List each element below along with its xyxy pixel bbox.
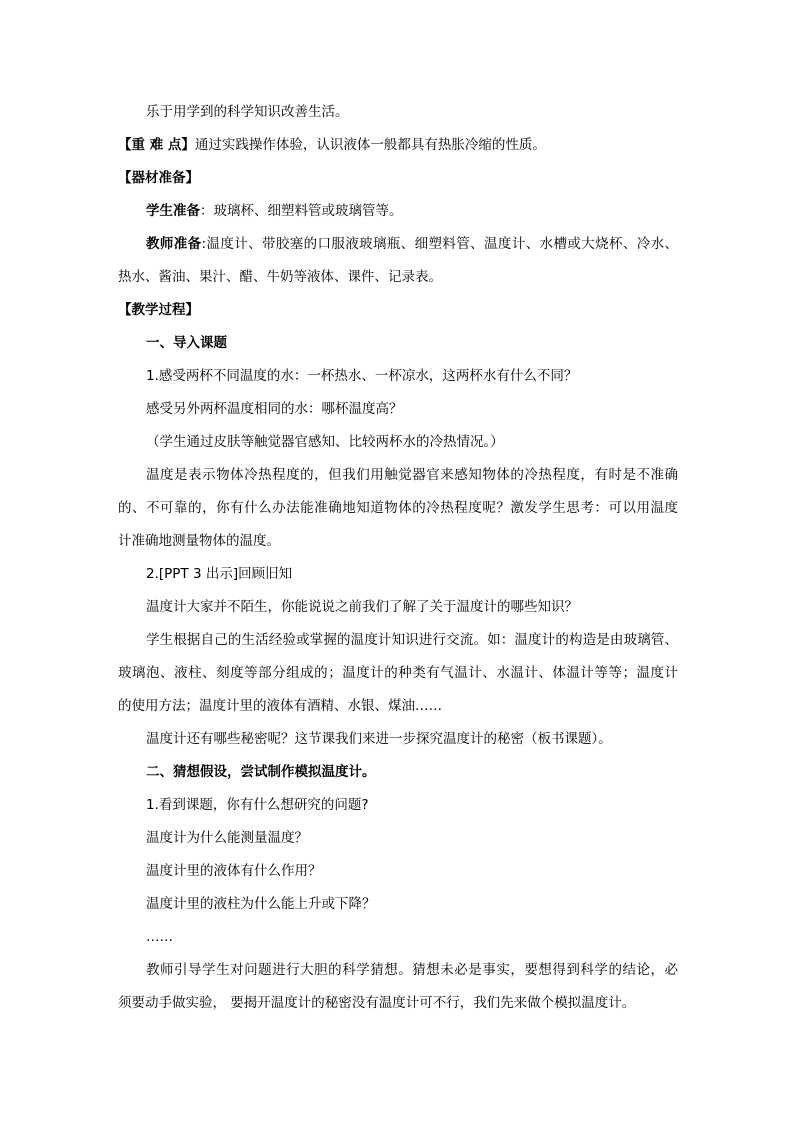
paragraph-line: 温度计还有哪些秘密呢？这节课我们来进一步探究温度计的秘密（板书课题）。 [146, 731, 612, 747]
paragraph-line: 须要动手做实验， 要揭开温度计的秘密没有温度计可不行，我们先来做个模拟温度计。 [118, 995, 636, 1011]
paragraph-line: …… [146, 929, 173, 945]
paragraph-line: 温度计里的液体有什么作用？ [146, 863, 322, 879]
paragraph-line: 乐于用学到的科学知识改善生活。 [146, 104, 349, 120]
paragraph-line: 教师引导学生对问题进行大胆的科学猜想。猜想未必是事实，要想得到科学的结论，必 [146, 962, 678, 978]
paragraph-line: 1.感受两杯不同温度的水：一杯热水、一杯凉水，这两杯水有什么不同？ [146, 368, 578, 384]
paragraph-line: 温度计为什么能测量温度？ [146, 830, 308, 846]
document-page [118, 96, 678, 1020]
section-heading: 【重 难 点】 [118, 137, 195, 153]
section-key-difficulty: 【重 难 点】通过实践操作体验，认识液体一般都具有热胀冷缩的性质。 [118, 137, 546, 153]
paragraph-line: 的、不可靠的，你有什么办法能准确地知道物体的冷热程度呢？激发学生思考：可以用温度 [118, 500, 678, 516]
paragraph-line: 玻璃泡、液柱、刻度等部分组成的；温度计的种类有气温计、水温计、体温计等等；温度计 [118, 665, 678, 681]
section-heading: 【教学过程】 [118, 302, 199, 318]
paragraph-line: 学生根据自己的生活经验或掌握的温度计知识进行交流。如：温度计的构造是由玻璃管、 [146, 632, 678, 648]
subsection-heading: 一、导入课题 [146, 335, 227, 351]
paragraph-line: 温度是表示物体冷热程度的，但我们用触觉器官来感知物体的冷热程度，有时是不准确 [146, 467, 678, 483]
paragraph-line: 的使用方法；温度计里的液体有酒精、水银、煤油…… [118, 698, 442, 714]
paragraph-line: 计准确地测量物体的温度。 [118, 533, 280, 549]
section-heading: 【器材准备】 [118, 170, 199, 186]
paragraph-line: 1.看到课题，你有什么想研究的问题? [146, 797, 369, 813]
paragraph-line: 感受另外两杯温度相同的水：哪杯温度高？ [146, 401, 403, 417]
paragraph-line: 热水、酱油、果汁、醋、牛奶等液体、课件、记录表。 [118, 269, 442, 285]
paragraph-line: 学生准备：玻璃杯、细塑料管或玻璃管等。 [146, 203, 403, 219]
paragraph-line: 温度计里的液柱为什么能上升或下降？ [146, 896, 376, 912]
paragraph-line: （学生通过皮肤等触觉器官感知、比较两杯水的冷热情况。） [146, 434, 504, 450]
subsection-heading: 二、猜想假设，尝试制作模拟温度计。 [146, 764, 376, 780]
paragraph-line: 教师准备:温度计、带胶塞的口服液玻璃瓶、细塑料管、温度计、水槽或大烧杯、冷水、 [146, 236, 678, 252]
paragraph-line: 2.[PPT 3 出示]回顾旧知 [146, 566, 293, 582]
paragraph-line: 温度计大家并不陌生，你能说说之前我们了解了关于温度计的哪些知识？ [146, 599, 578, 615]
